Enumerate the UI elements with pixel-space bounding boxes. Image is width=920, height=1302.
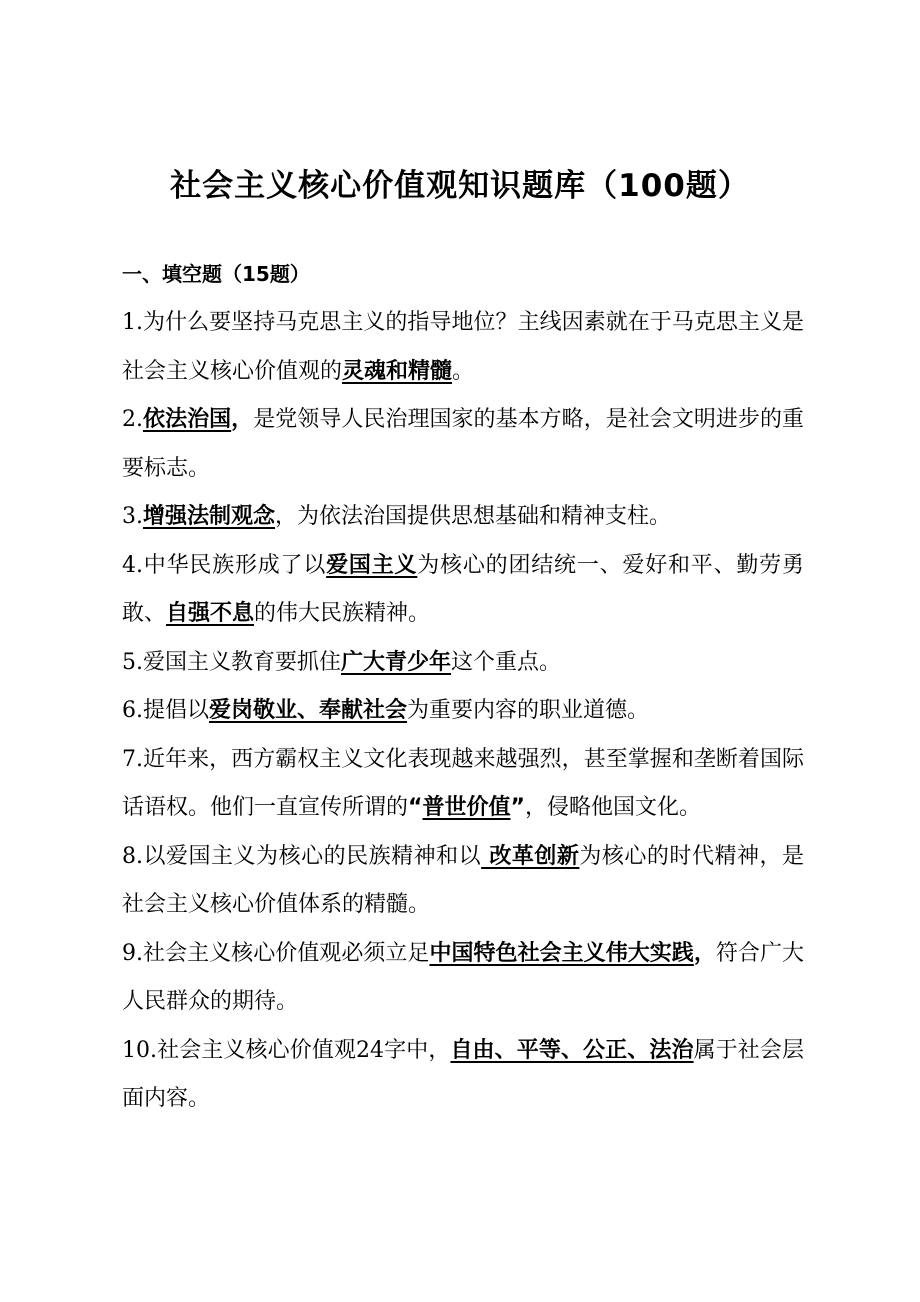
question-number: 3. — [122, 504, 143, 529]
question-punctuation: “ — [408, 795, 423, 820]
question-number: 10. — [122, 1037, 157, 1063]
question-punctuation: ， — [231, 407, 254, 432]
question-text: ，为依法治国提供思想基础和精神支柱。 — [275, 504, 672, 529]
question-text: 为核心的时代精神，是社会主义核心价值体系的精髓。 — [122, 843, 804, 917]
question-text: 社会主义核心价值观必须立足 — [143, 940, 430, 966]
question-text: 中华民族形成了以 — [143, 552, 327, 578]
question-number: 9. — [122, 940, 143, 966]
answer-blank: 广大青少年 — [341, 649, 452, 675]
question-item — [122, 396, 804, 493]
question-text: 以爱国主义为核心的民族精神和以 — [143, 843, 482, 869]
question-text: 。 — [452, 358, 475, 384]
question-text: 为重要内容的职业道德。 — [407, 698, 650, 723]
answer-blank: 依法治国 — [143, 407, 232, 432]
answer-blank: 自由、平等、公正、法治 — [450, 1037, 694, 1063]
answer-blank: 中国特色社会主义伟大实践 — [429, 940, 694, 966]
answer-blank: 普世价值 — [422, 795, 511, 820]
question-item — [122, 833, 804, 930]
question-text: 提倡以 — [143, 698, 210, 723]
question-punctuation: ， — [693, 940, 716, 966]
question-punctuation: ” — [510, 795, 525, 820]
question-number: 4. — [122, 552, 143, 578]
question-item — [122, 639, 804, 688]
question-number: 2. — [122, 407, 143, 432]
question-item — [122, 299, 804, 396]
answer-blank: 自强不息 — [166, 601, 255, 626]
answer-blank: 爱岗敬业、奉献社会 — [209, 698, 408, 723]
answer-blank: 灵魂和精髓 — [342, 358, 453, 384]
document-title: 社会主义核心价值观知识题库（100题） — [170, 168, 750, 204]
question-text: 是党领导人民治理国家的基本方略，是社会文明进步的重要标志。 — [122, 407, 804, 481]
question-text: 的伟大民族精神。 — [254, 601, 431, 626]
question-text: 这个重点。 — [451, 649, 562, 675]
question-list — [122, 299, 804, 1124]
question-text: ，侵略他国文化。 — [524, 795, 701, 820]
question-text: 爱国主义教育要抓住 — [143, 649, 342, 675]
question-text: 社会主义核心价值观24字中， — [157, 1037, 451, 1063]
question-item — [122, 1027, 804, 1124]
answer-blank: 增强法制观念 — [143, 504, 276, 529]
question-item — [122, 736, 804, 833]
question-text: 为什么要坚持马克思主义的指导地位？主线因素就在于马克思主义是社会主义核心价值观的 — [122, 310, 804, 384]
question-number: 1. — [122, 310, 143, 335]
section-heading: 一、填空题（15题） — [122, 262, 310, 286]
question-item — [122, 542, 804, 639]
answer-blank: 改革创新 — [481, 843, 580, 869]
question-number: 8. — [122, 843, 143, 869]
question-number: 5. — [122, 649, 143, 675]
question-text: 近年来，西方霸权主义文化表现越来越强烈，甚至掌握和垄断着国际话语权。他们一直宣传所谓的 — [122, 746, 804, 820]
question-number: 6. — [122, 698, 143, 723]
question-text: 属于社会层面内容。 — [122, 1037, 804, 1111]
question-text: 符合广大人民群众的期待。 — [122, 940, 804, 1014]
question-text: 为核心的团结统一、爱好和平、勤劳勇敢、 — [122, 552, 804, 626]
question-number: 7. — [122, 746, 143, 772]
answer-blank: 爱国主义 — [326, 552, 418, 578]
question-item — [122, 687, 804, 736]
question-item — [122, 493, 804, 542]
question-item — [122, 930, 804, 1027]
